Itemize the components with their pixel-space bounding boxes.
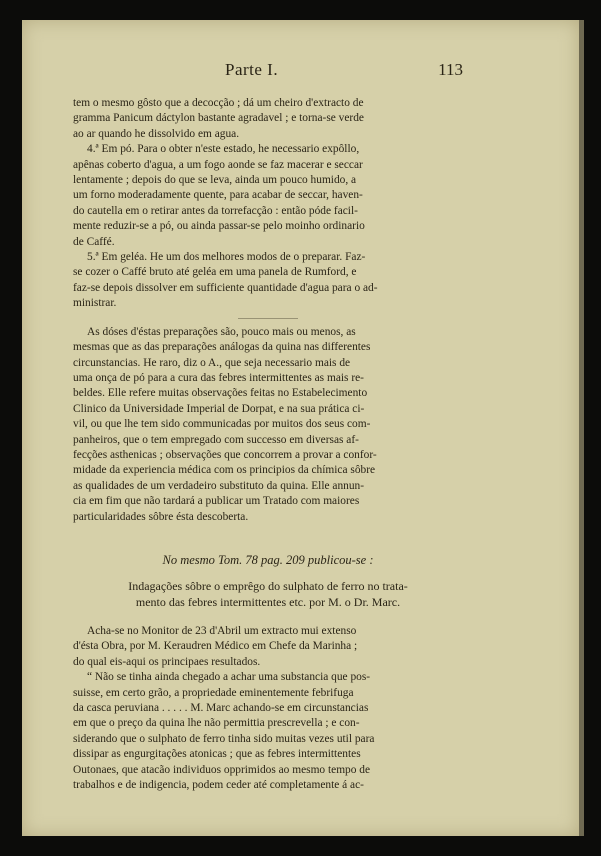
paragraph-5 xyxy=(73,624,463,670)
text-line: ao ar quando he dissolvido em agua. xyxy=(73,127,240,140)
text-line: Outonaes, que atacão individuos opprimidos ao mesmo tempo de xyxy=(73,763,371,776)
paragraph-6 xyxy=(73,670,463,793)
paragraph-1 xyxy=(73,96,463,142)
text-line: siderando que o sulphato de ferro tinha sido muitas vezes util para xyxy=(73,732,375,745)
text-line: particularidades sôbre ésta descoberta. xyxy=(73,510,249,523)
running-header xyxy=(73,60,463,96)
page-number: 113 xyxy=(438,60,463,79)
text-line: circunstancias. He raro, diz o A., que seja necessario mais de xyxy=(73,356,351,369)
text-line: As dóses d'éstas preparações são, pouco mais ou menos, as xyxy=(87,325,356,338)
text-line: Acha-se no Monitor de 23 d'Abril um extracto mui extenso xyxy=(87,624,357,637)
paragraph-2 xyxy=(73,142,463,250)
text-line: mesmas que as das preparações análogas da quina nas differentes xyxy=(73,341,371,354)
text-line: mente reduzir-se a pó, ou ainda passar-se pelo moinho ordinario xyxy=(73,220,365,233)
text-line: 4.ª Em pó. Para o obter n'este estado, he necessario expôllo, xyxy=(87,143,360,156)
text-line: as qualidades de um verdadeiro substituto da quina. Elle annun- xyxy=(73,479,365,492)
text-line: lentamente ; depois do que se leva, ainda um pouco humido, a xyxy=(73,174,357,187)
text-line: da casca peruviana . . . . . M. Marc achando-se em circunstancias xyxy=(73,702,369,714)
text-line: vil, ou que lhe tem sido communicadas por muitos dos seus com- xyxy=(73,418,371,431)
title-line: mento das febres intermittentes etc. por M. o Dr. Marc. xyxy=(135,594,401,609)
divider-rule xyxy=(238,318,298,319)
title-line: Indagações sôbre o emprêgo do sulphato de ferro no trata- xyxy=(128,578,408,593)
text-line: em que o preço da quina lhe não permittia prescrevella ; e con- xyxy=(73,717,360,730)
text-line: um forno moderadamente quente, para acabar de seccar, haven- xyxy=(73,189,363,202)
text-line: d'ésta Obra, por M. Keraudren Médico em Chefe da Marinha ; xyxy=(73,640,358,653)
text-line: Clinico da Universidade Imperial de Dorpat, e na sua prática ci- xyxy=(73,402,365,415)
text-line: suisse, em certo grão, a propriedade eminentemente febrifuga xyxy=(73,686,354,699)
text-line: 5.ª Em geléa. He um dos melhores modos de o preparar. Faz- xyxy=(87,251,366,264)
text-line: beldes. Elle refere muitas observações feitas no Estabelecimento xyxy=(73,387,368,400)
text-line: faz-se depois dissolver em sufficiente quantidade d'agua para o ad- xyxy=(73,281,378,294)
page-edge xyxy=(579,20,584,836)
text-line: tem o mesmo gôsto que a decocção ; dá um cheiro d'extracto de xyxy=(73,97,364,109)
text-line: gramma Panicum dáctylon bastante agradavel ; e torna-se verde xyxy=(73,112,364,125)
text-line: de Caffé. xyxy=(73,235,115,248)
section-heading: No mesmo Tom. 78 pag. 209 publicou-se : xyxy=(162,552,374,567)
text-line: uma onça de pó para a cura das febres intermittentes as mais re- xyxy=(73,371,364,384)
text-line: apênas coberto d'agua, a um fogo aonde se faz macerar e seccar xyxy=(73,158,363,171)
text-line: do cautella em o retirar antes da torrefacção : então póde facil- xyxy=(73,204,358,217)
paragraph-4 xyxy=(73,325,463,525)
text-line: trabalhos e de indigencia, podem ceder até completamente á ac- xyxy=(73,779,364,792)
text-line: “ Não se tinha ainda chegado a achar uma substancia que pos- xyxy=(87,671,371,684)
article-title xyxy=(73,578,463,610)
text-line: fecções asthenicas ; observações que concorrem a provar a confor- xyxy=(73,448,377,461)
text-line: cia em fim que não tardará a publicar um Tratado com maiores xyxy=(73,495,360,508)
text-line: panheiros, que o tem empregado com successo em diversas af- xyxy=(73,433,359,446)
text-line: ministrar. xyxy=(73,297,117,310)
paragraph-3 xyxy=(73,250,463,312)
page-content xyxy=(73,60,463,793)
text-line: se cozer o Caffé bruto até geléa em uma panela de Rumford, e xyxy=(73,266,357,279)
text-line: midade da experiencia médica com os principios da chímica sôbre xyxy=(73,464,376,477)
text-line: dissipar as engurgitações atonicas ; que as febres intermittentes xyxy=(73,748,361,761)
text-line: do qual eis-aqui os principaes resultados. xyxy=(73,655,261,668)
running-title: Parte I. xyxy=(225,60,279,79)
